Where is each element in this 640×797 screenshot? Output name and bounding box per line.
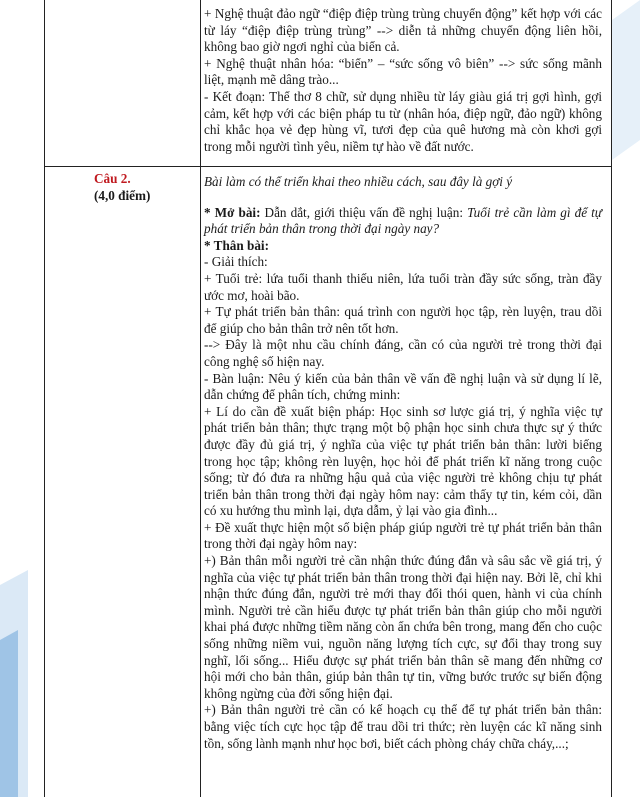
top-cell-content	[204, 6, 602, 155]
de-xuat-paragraph: + Đề xuất thực hiện một số biện pháp giúp người trẻ tự phát triển bản thân trong thời đại ngày hôm nay:	[204, 519, 602, 552]
bien-phap-1-paragraph: +) Bản thân mỗi người trẻ cần nhận thức đúng đắn và sâu sắc về giá trị, ý nghĩa của việc tự phát triển bản thân trong thời đại hiện nay. Bởi lẽ, chỉ khi nhận thức đúng đắn, người trẻ mới thay đổi thói quen, hành vi của chính mình. Người trẻ cần hiểu được tự phát triển bản thân giúp cho mỗi người khai phá được những tiềm năng còn ẩn chứa bên trong, mang đến cho cuộc sống những niềm vui, nguồn năng lượng tích cực, sự đổi thay trong suy nghĩ, lối sống... Hiểu được sự phát triển bản thân sẽ mang đến những cơ hội mới cho bản thân, giúp bản thân tự tin, vững bước trước sự biến động không ngừng của đời sống hiện đại.	[204, 553, 602, 701]
dao-ngu-paragraph: + Nghệ thuật đảo ngữ “điệp điệp trùng trùng chuyển động” kết hợp với các từ láy “điệp điệp trùng trùng” --> diễn tả những chuyển động liên hồi, không bao giờ ngơi nghỉ của biển cả.	[204, 6, 602, 55]
tuoi-tre-paragraph: + Tuổi trẻ: lứa tuổi thanh thiếu niên, lứa tuổi tràn đầy sức sống, tràn đầy ước mơ, hoài bão.	[204, 270, 602, 303]
ket-doan-paragraph: - Kết đoạn: Thể thơ 8 chữ, sử dụng nhiều từ láy giàu giá trị gợi hình, gợi cảm, kết hợp với các biện pháp tu từ (nhân hóa, điệp ngữ, đảo ngữ) không chỉ khắc họa vẻ đẹp hùng vĩ, tươi đẹp của quê hương mà còn khơi gợi trong mỗi người tình yêu, niềm tự hào về đất nước.	[204, 88, 602, 154]
giai-thich-heading: - Giải thích:	[204, 254, 268, 270]
nhan-hoa-paragraph: + Nghệ thuật nhân hóa: “biển” – “sức sống vô biên” --> sức sống mãnh liệt, mạnh mẽ dâng trào...	[204, 55, 602, 88]
mo-bai-text: Dẫn dắt, giới thiệu vấn đề nghị luận:	[260, 204, 468, 220]
question-number: Câu 2.	[94, 171, 131, 186]
nhu-cau-paragraph: --> Đây là một nhu cầu chính đáng, cần có của người trẻ trong thời đại công nghệ số hiện nay.	[204, 337, 602, 369]
mo-bai-paragraph	[204, 205, 602, 238]
column-divider	[200, 0, 201, 797]
mo-bai-label: * Mở bài:	[204, 204, 261, 220]
row-divider	[45, 166, 611, 167]
bien-phap-2-paragraph: +) Bản thân người trẻ cần có kế hoạch cụ thể để tự phát triển bản thân: bằng việc tích cực học tập để trau dồi tri thức; rèn luyện các kĩ năng sinh tồn, sống lành mạnh như học bơi, biết cách phòng cháy chữa cháy,...;	[204, 702, 602, 751]
ban-luan-paragraph: - Bàn luận: Nêu ý kiến của bản thân về vấn đề nghị luận và sử dụng lí lẽ, dẫn chứng để phân tích, chứng minh:	[204, 370, 602, 403]
mo-bai-topic: Tuổi trẻ cần làm gì để tự phát triển bản thân trong thời đại ngày nay?	[204, 204, 602, 237]
li-do-paragraph: + Lí do cần đề xuất biện pháp: Học sinh sơ lược giá trị, ý nghĩa việc tự phát triển bản thân; thực trạng một bộ phận học sinh chưa thực sự ý thức được đầy đủ giá trị, ý nghĩa của việc tự phát triển bản thân: lười biếng trong học tập; không rèn luyện, học hỏi để phát triển kĩ năng trong cuộc sống; từ đó đưa ra những hậu quả của việc người trẻ không chịu tự phát triển bản thân trong thời đại ngày hôm nay: cảm thấy tự tin, kém cỏi, dần có xu hướng thu mình lại, dựa dẫm, ỷ lại vào gia đình...	[204, 403, 602, 519]
question-points: (4,0 điểm)	[94, 188, 151, 203]
question-2-content	[204, 174, 602, 752]
question-label	[94, 170, 194, 204]
answer-intro: Bài làm có thể triển khai theo nhiều cách, sau đây là gợi ý	[204, 174, 513, 189]
than-bai-label: * Thân bài:	[204, 237, 269, 253]
tu-phat-trien-paragraph: + Tự phát triển bản thân: quá trình con người học tập, rèn luyện, trau dồi để giúp cho bản thân trở nên tốt hơn.	[204, 304, 602, 336]
